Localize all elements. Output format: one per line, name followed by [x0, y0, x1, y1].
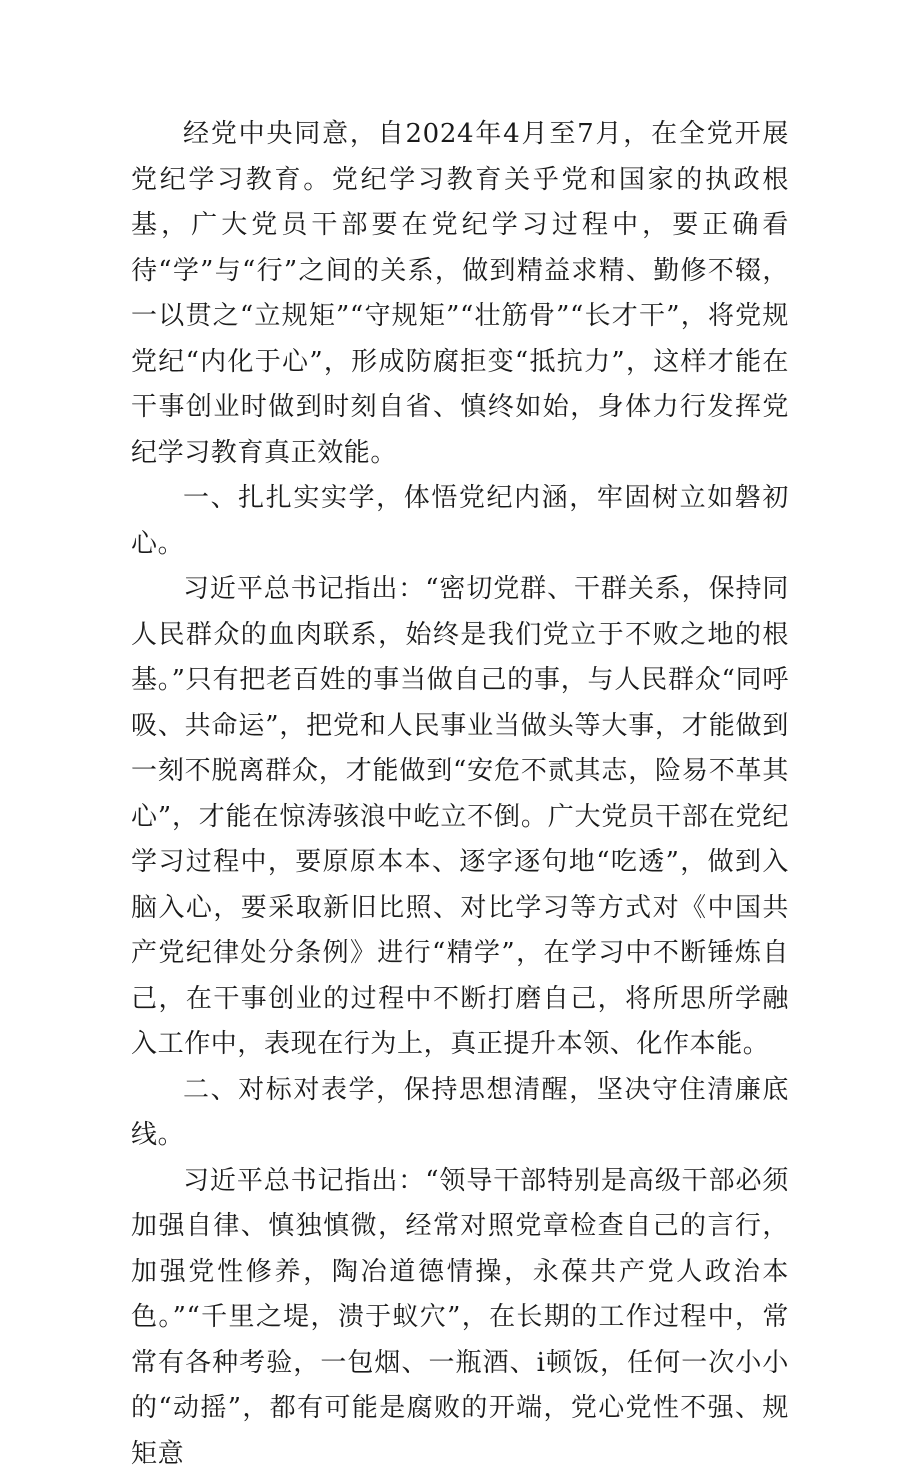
section-heading-2: 二、对标对表学，保持思想清醒，坚决守住清廉底线。	[131, 1068, 789, 1159]
section-heading-1: 一、扎扎实实学，体悟党纪内涵，牢固树立如磐初心。	[131, 476, 789, 567]
section-2-paragraph: 习近平总书记指出：“领导干部特别是高级干部必须加强自律、慎独慎微，经常对照党章检查自己的言行，加强党性修养，陶冶道德情操，永葆共产党人政治本色。”“千里之堤，溃于蚁穴”，在长期的工作过程中，常常有各种考验，一包烟、一瓶酒、i顿饭，任何一次小小的“动摇”，都有可能是腐败的开端，党心党性不强、规矩意	[131, 1159, 789, 1477]
document-body	[131, 112, 789, 1477]
section-1-paragraph: 习近平总书记指出：“密切党群、干群关系，保持同人民群众的血肉联系，始终是我们党立于不败之地的根基。”只有把老百姓的事当做自己的事，与人民群众“同呼吸、共命运”，把党和人民事业当做头等大事，才能做到一刻不脱离群众，才能做到“安危不贰其志，险易不革其心”，才能在惊涛骇浪中屹立不倒。广大党员干部在党纪学习过程中，要原原本本、逐字逐句地“吃透”，做到入脑入心，要采取新旧比照、对比学习等方式对《中国共产党纪律处分条例》进行“精学”，在学习中不断锤炼自己，在干事创业的过程中不断打磨自己，将所思所学融入工作中，表现在行为上，真正提升本领、化作本能。	[131, 567, 789, 1068]
intro-paragraph: 经党中央同意，自2024年4月至7月，在全党开展党纪学习教育。党纪学习教育关乎党和国家的执政根基，广大党员干部要在党纪学习过程中，要正确看待“学”与“行”之间的关系，做到精益求精、勤修不辍，一以贯之“立规矩”“守规矩”“壮筋骨”“长才干”，将党规党纪“内化于心”，形成防腐拒变“抵抗力”，这样才能在干事创业时做到时刻自省、慎终如始，身体力行发挥党纪学习教育真正效能。	[131, 112, 789, 476]
